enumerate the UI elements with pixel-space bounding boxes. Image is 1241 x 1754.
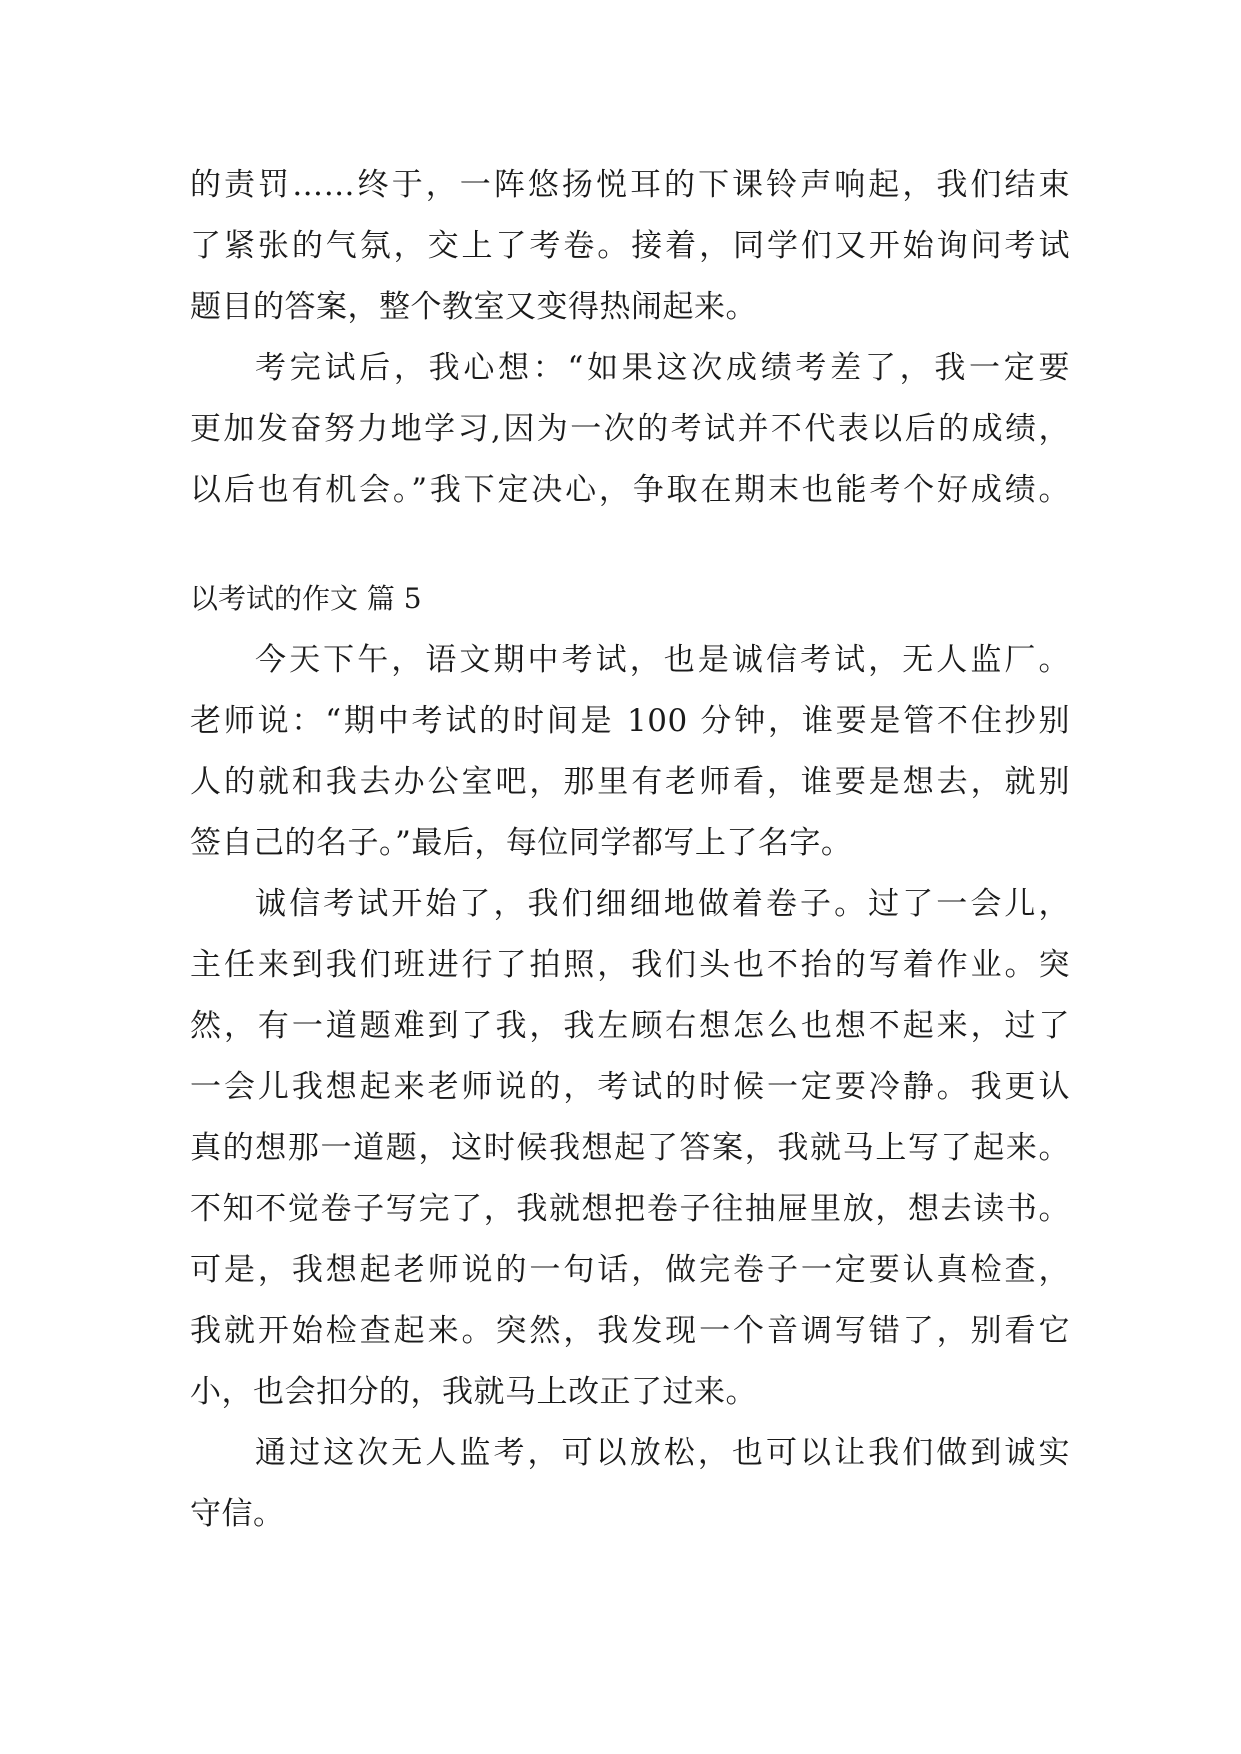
paragraph-line: 更加发奋努力地学习,因为一次的考试并不代表以后的成绩，: [190, 411, 1070, 447]
paragraph-line: 主任来到我们班进行了拍照，我们头也不抬的写着作业。突: [190, 947, 1070, 983]
paragraph-line: 以后也有机会。”我下定决心，争取在期末也能考个好成绩。: [190, 472, 1070, 508]
paragraph-line: 可是，我想起老师说的一句话，做完卷子一定要认真检查，: [190, 1252, 1070, 1288]
section-heading: 以考试的作文 篇 5: [190, 582, 422, 615]
paragraph-line: 的责罚……终于，一阵悠扬悦耳的下课铃声响起，我们结束: [190, 167, 1070, 203]
paragraph-line: 一会儿我想起来老师说的，考试的时候一定要冷静。我更认: [190, 1069, 1070, 1105]
paragraph-line: 人的就和我去办公室吧，那里有老师看，谁要是想去，就别: [190, 764, 1070, 800]
paragraph-line: 考完试后，我心想：“如果这次成绩考差了，我一定要: [255, 350, 1070, 386]
paragraph-line: 小，也会扣分的，我就马上改正了过来。: [190, 1374, 757, 1410]
paragraph-line: 不知不觉卷子写完了，我就想把卷子往抽屉里放，想去读书。: [190, 1191, 1070, 1227]
paragraph-line: 今天下午，语文期中考试，也是诚信考试，无人监厂。: [255, 642, 1070, 678]
paragraph-line: 题目的答案，整个教室又变得热闹起来。: [190, 289, 757, 325]
paragraph-line: 然，有一道题难到了我，我左顾右想怎么也想不起来，过了: [190, 1008, 1070, 1044]
paragraph-line: 了紧张的气氛，交上了考卷。接着，同学们又开始询问考试: [190, 228, 1070, 264]
paragraph-line: 老师说：“期中考试的时间是 100 分钟，谁要是管不住抄别: [190, 703, 1070, 739]
paragraph-line: 签自己的名子。”最后，每位同学都写上了名字。: [190, 825, 853, 861]
paragraph-line: 守信。: [190, 1496, 285, 1532]
paragraph-line: 我就开始检查起来。突然，我发现一个音调写错了，别看它: [190, 1313, 1070, 1349]
paragraph-line: 通过这次无人监考，可以放松，也可以让我们做到诚实: [255, 1435, 1070, 1471]
paragraph-line: 真的想那一道题，这时候我想起了答案，我就马上写了起来。: [190, 1130, 1070, 1166]
paragraph-line: 诚信考试开始了，我们细细地做着卷子。过了一会儿，: [255, 886, 1070, 922]
